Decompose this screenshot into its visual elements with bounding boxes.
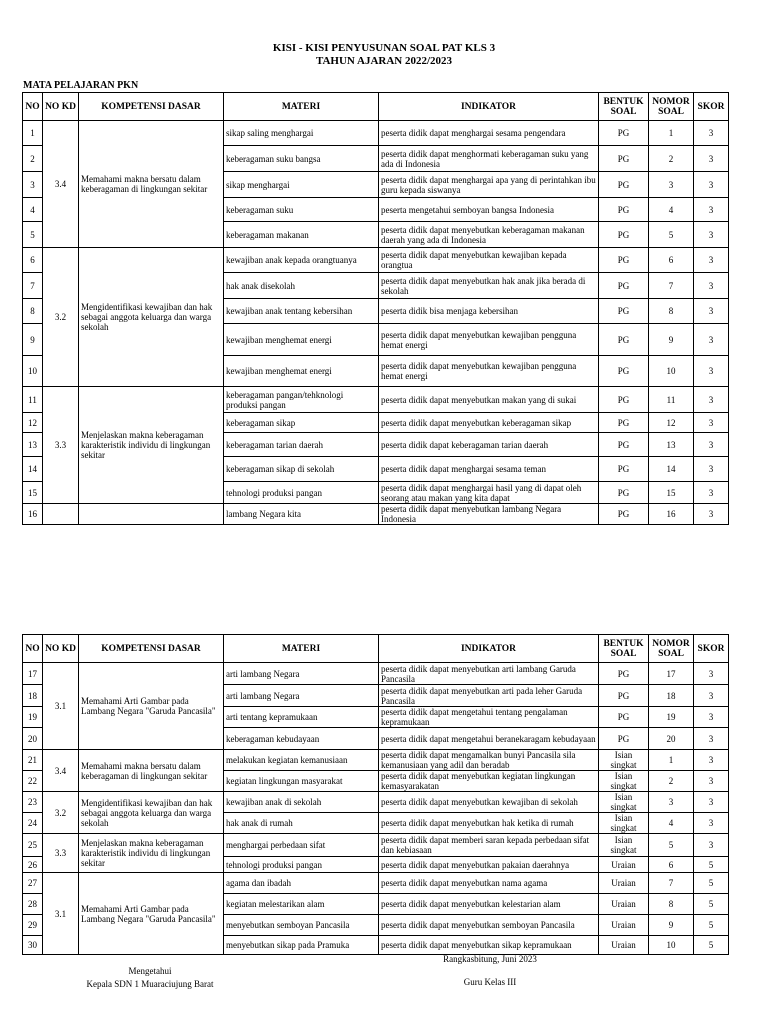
indikator-cell: peserta didik dapat keberagaman tarian daerah [379,433,599,457]
nomor-soal-cell: 15 [649,482,694,504]
materi-cell: arti tentang kepramukaan [224,707,379,728]
skor-cell: 3 [694,146,729,172]
materi-cell: keberagaman sikap di sekolah [224,457,379,482]
table-row [23,792,729,813]
skor-cell: 3 [694,121,729,146]
skor-cell: 5 [694,873,729,894]
indikator-cell: peserta didik dapat menyebutkan pakaian daerahnya [379,857,599,873]
kd-number: 3.1 [43,873,79,955]
kd-number: 3.4 [43,750,79,792]
indikator-cell: peserta didik dapat menyebutkan arti lambang Garuda Pancasila [379,663,599,685]
indikator-cell: peserta didik dapat menyebutkan arti pada leher Garuda Pancasila [379,685,599,707]
table-row [23,834,729,857]
bentuk-soal-cell: PG [599,299,649,324]
row-number: 9 [23,324,43,356]
col-skor-header: SKOR [694,635,729,663]
bentuk-soal-cell: PG [599,387,649,413]
nomor-soal-cell: 17 [649,663,694,685]
skor-cell: 3 [694,834,729,857]
nomor-soal-cell: 3 [649,172,694,198]
bentuk-soal-cell: PG [599,146,649,172]
row-number: 3 [23,172,43,198]
nomor-soal-cell: 2 [649,146,694,172]
indikator-cell: peserta didik dapat menghargai sesama teman [379,457,599,482]
table-row [23,387,729,413]
indikator-cell: peserta didik dapat menghargai hasil yang di dapat oleh seorang atau makan yang kita dapat [379,482,599,504]
indikator-cell: peserta didik dapat menyebutkan lambang Negara Indonesia [379,504,599,525]
materi-cell: keberagaman kebudayaan [224,728,379,750]
row-number: 8 [23,299,43,324]
kompetensi-dasar: Memahami Arti Gambar pada Lambang Negara "Garuda Pancasila" [79,873,224,955]
indikator-cell: peserta didik dapat menyebutkan semboyan Pancasila [379,915,599,936]
kd-number [43,504,79,525]
document-subtitle: TAHUN AJARAN 2022/2023 [315,55,453,67]
nomor-soal-cell: 8 [649,299,694,324]
materi-cell: hak anak di rumah [224,813,379,834]
bentuk-soal-cell: PG [599,707,649,728]
bentuk-soal-cell: PG [599,685,649,707]
materi-cell: arti lambang Negara [224,663,379,685]
indikator-cell: peserta didik dapat menghormati keberagaman suku yang ada di Indonesia [379,146,599,172]
bentuk-soal-cell: Uraian [599,936,649,955]
row-number: 13 [23,433,43,457]
document-title: KISI - KISI PENYUSUNAN SOAL PAT KLS 3 [272,42,496,54]
bentuk-soal-cell: Isian singkat [599,750,649,771]
row-number: 30 [23,936,43,955]
bentuk-soal-cell: Isian singkat [599,771,649,792]
bentuk-soal-cell: PG [599,222,649,248]
nomor-soal-cell: 19 [649,707,694,728]
skor-cell: 3 [694,457,729,482]
table-row [23,663,729,685]
row-number: 12 [23,413,43,433]
nomor-soal-cell: 14 [649,457,694,482]
nomor-soal-cell: 9 [649,915,694,936]
kompetensi-dasar: Mengidentifikasi kewajiban dan hak sebagai anggota keluarga dan warga sekolah [79,792,224,834]
indikator-cell: peserta didik bisa menjaga kebersihan [379,299,599,324]
row-number: 5 [23,222,43,248]
kd-number: 3.3 [43,834,79,873]
bentuk-soal-cell: PG [599,172,649,198]
col-bentuk-soal-header: BENTUK SOAL [599,93,649,121]
bentuk-soal-cell: PG [599,356,649,387]
indikator-cell: peserta didik dapat mengetahui tentang pengalaman kepramukaan [379,707,599,728]
skor-cell: 3 [694,413,729,433]
col-skor-header: SKOR [694,93,729,121]
row-number: 15 [23,482,43,504]
materi-cell: menyebutkan sikap pada Pramuka [224,936,379,955]
skor-cell: 3 [694,813,729,834]
row-number: 28 [23,894,43,915]
nomor-soal-cell: 7 [649,873,694,894]
skor-cell: 3 [694,172,729,198]
bentuk-soal-cell: Uraian [599,915,649,936]
skor-cell: 3 [694,222,729,248]
nomor-soal-cell: 1 [649,121,694,146]
row-number: 25 [23,834,43,857]
row-number: 17 [23,663,43,685]
nomor-soal-cell: 7 [649,273,694,299]
materi-cell: sikap menghargai [224,172,379,198]
row-number: 27 [23,873,43,894]
kd-number: 3.3 [43,387,79,504]
materi-cell: lambang Negara kita [224,504,379,525]
indikator-cell: peserta didik dapat menyebutkan nama agama [379,873,599,894]
skor-cell: 3 [694,248,729,273]
indikator-cell: peserta didik dapat menyebutkan sikap kepramukaan [379,936,599,955]
table-row [23,750,729,771]
kompetensi-dasar: Memahami Arti Gambar pada Lambang Negara "Garuda Pancasila" [79,663,224,750]
table-row [23,504,729,525]
materi-cell: menyebutkan semboyan Pancasila [224,915,379,936]
bentuk-soal-cell: PG [599,198,649,222]
indikator-cell: peserta didik dapat menyebutkan hak ketika di rumah [379,813,599,834]
skor-cell: 3 [694,707,729,728]
col-no-kd-header: NO KD [43,93,79,121]
nomor-soal-cell: 10 [649,936,694,955]
bentuk-soal-cell: Isian singkat [599,792,649,813]
materi-cell: keberagaman pangan/tehknologi produksi pangan [224,387,379,413]
row-number: 26 [23,857,43,873]
materi-cell: kewajiban anak tentang kebersihan [224,299,379,324]
materi-cell: keberagaman sikap [224,413,379,433]
row-number: 23 [23,792,43,813]
skor-cell: 3 [694,299,729,324]
materi-cell: arti lambang Negara [224,685,379,707]
kompetensi-dasar: Memahami makna bersatu dalam keberagaman di lingkungan sekitar [79,750,224,792]
row-number: 2 [23,146,43,172]
col-kompetensi-header: KOMPETENSI DASAR [79,635,224,663]
indikator-cell: peserta didik dapat menyebutkan kewajiban pengguna hemat energi [379,324,599,356]
materi-cell: hak anak disekolah [224,273,379,299]
row-number: 21 [23,750,43,771]
skor-cell: 3 [694,728,729,750]
row-number: 1 [23,121,43,146]
indikator-cell: peserta didik dapat menghargai sesama pengendara [379,121,599,146]
materi-cell: kewajiban anak kepada orangtuanya [224,248,379,273]
nomor-soal-cell: 20 [649,728,694,750]
bentuk-soal-cell: PG [599,482,649,504]
indikator-cell: peserta didik dapat menyebutkan keberagaman makanan daerah yang ada di Indonesia [379,222,599,248]
col-no-header: NO [23,93,43,121]
row-number: 14 [23,457,43,482]
row-number: 4 [23,198,43,222]
signature-right-line1: Rangkasbitung, Juni 2023 [443,954,537,964]
skor-cell: 3 [694,198,729,222]
skor-cell: 3 [694,273,729,299]
bentuk-soal-cell: PG [599,504,649,525]
skor-cell: 5 [694,894,729,915]
row-number: 7 [23,273,43,299]
bentuk-soal-cell: Uraian [599,857,649,873]
nomor-soal-cell: 5 [649,222,694,248]
kisi-table-2 [22,634,729,955]
col-nomor-soal-header: NOMOR SOAL [649,93,694,121]
skor-cell: 3 [694,482,729,504]
skor-cell: 3 [694,771,729,792]
nomor-soal-cell: 9 [649,324,694,356]
signature-right-line2: Guru Kelas III [463,977,517,987]
nomor-soal-cell: 16 [649,504,694,525]
bentuk-soal-cell: Isian singkat [599,834,649,857]
skor-cell: 3 [694,750,729,771]
row-number: 22 [23,771,43,792]
nomor-soal-cell: 18 [649,685,694,707]
bentuk-soal-cell: PG [599,728,649,750]
nomor-soal-cell: 5 [649,834,694,857]
materi-cell: keberagaman makanan [224,222,379,248]
skor-cell: 3 [694,663,729,685]
materi-cell: menghargai perbedaan sifat [224,834,379,857]
kd-number: 3.2 [43,792,79,834]
skor-cell: 3 [694,504,729,525]
skor-cell: 3 [694,387,729,413]
nomor-soal-cell: 12 [649,413,694,433]
kisi-table-1 [22,92,729,525]
materi-cell: agama dan ibadah [224,873,379,894]
signature-left-line1: Mengetahui [128,966,172,976]
bentuk-soal-cell: Isian singkat [599,813,649,834]
row-number: 18 [23,685,43,707]
row-number: 24 [23,813,43,834]
col-kompetensi-header: KOMPETENSI DASAR [79,93,224,121]
indikator-cell: peserta didik dapat menghargai apa yang di perintahkan ibu guru kepada siswanya [379,172,599,198]
indikator-cell: peserta mengetahui semboyan bangsa Indonesia [379,198,599,222]
indikator-cell: peserta didik dapat menyebutkan kelestarian alam [379,894,599,915]
indikator-cell: peserta didik dapat mengamalkan bunyi Pancasila sila kemanusiaan yang adil dan beradab [379,750,599,771]
table-row [23,248,729,273]
skor-cell: 3 [694,324,729,356]
row-number: 10 [23,356,43,387]
skor-cell: 3 [694,792,729,813]
nomor-soal-cell: 10 [649,356,694,387]
materi-cell: sikap saling menghargai [224,121,379,146]
bentuk-soal-cell: Uraian [599,894,649,915]
kompetensi-dasar: Menjelaskan makna keberagaman karakteristik individu di lingkungan sekitar [79,834,224,873]
col-materi-header: MATERI [224,93,379,121]
skor-cell: 3 [694,685,729,707]
bentuk-soal-cell: PG [599,273,649,299]
indikator-cell: peserta didik dapat mengetahui beranekaragam kebudayaan [379,728,599,750]
nomor-soal-cell: 6 [649,857,694,873]
subject-label: MATA PELAJARAN PKN [23,80,139,91]
indikator-cell: peserta didik dapat menyebutkan kewajiban di sekolah [379,792,599,813]
materi-cell: kegiatan lingkungan masyarakat [224,771,379,792]
indikator-cell: peserta didik dapat menyebutkan kewajiban pengguna hemat energi [379,356,599,387]
skor-cell: 5 [694,936,729,955]
bentuk-soal-cell: PG [599,121,649,146]
skor-cell: 3 [694,356,729,387]
signature-block-headmaster [60,966,240,989]
row-number: 16 [23,504,43,525]
bentuk-soal-cell: PG [599,248,649,273]
col-no-kd-header: NO KD [43,635,79,663]
indikator-cell: peserta didik dapat memberi saran kepada perbedaan sifat dan kebiasaan [379,834,599,857]
indikator-cell: peserta didik dapat menyebutkan makan yang di sukai [379,387,599,413]
nomor-soal-cell: 1 [649,750,694,771]
col-materi-header: MATERI [224,635,379,663]
skor-cell: 5 [694,857,729,873]
row-number: 11 [23,387,43,413]
nomor-soal-cell: 8 [649,894,694,915]
table-row [23,121,729,146]
nomor-soal-cell: 4 [649,813,694,834]
skor-cell: 5 [694,915,729,936]
nomor-soal-cell: 6 [649,248,694,273]
indikator-cell: peserta didik dapat menyebutkan kewajiban kepada orangtua [379,248,599,273]
row-number: 20 [23,728,43,750]
bentuk-soal-cell: PG [599,663,649,685]
indikator-cell: peserta didik dapat menyebutkan kegiatan lingkungan kemasyarakatan [379,771,599,792]
col-bentuk-soal-header: BENTUK SOAL [599,635,649,663]
nomor-soal-cell: 13 [649,433,694,457]
materi-cell: kegiatan melestarikan alam [224,894,379,915]
kd-number: 3.1 [43,663,79,750]
materi-cell: keberagaman suku [224,198,379,222]
kompetensi-dasar: Memahami makna bersatu dalam keberagaman di lingkungan sekitar [79,121,224,248]
bentuk-soal-cell: PG [599,324,649,356]
bentuk-soal-cell: PG [599,413,649,433]
indikator-cell: peserta didik dapat menyebutkan keberagaman sikap [379,413,599,433]
nomor-soal-cell: 2 [649,771,694,792]
bentuk-soal-cell: PG [599,457,649,482]
col-nomor-soal-header: NOMOR SOAL [649,635,694,663]
col-indikator-header: INDIKATOR [379,93,599,121]
row-number: 6 [23,248,43,273]
materi-cell: kewajiban menghemat energi [224,356,379,387]
materi-cell: tehnologi produksi pangan [224,857,379,873]
col-indikator-header: INDIKATOR [379,635,599,663]
materi-cell: kewajiban anak di sekolah [224,792,379,813]
kompetensi-dasar [79,504,224,525]
kd-number: 3.4 [43,121,79,248]
materi-cell: tehnologi produksi pangan [224,482,379,504]
signature-left-line2: Kepala SDN 1 Muaraciujung Barat [86,979,214,989]
materi-cell: kewajiban menghemat energi [224,324,379,356]
row-number: 29 [23,915,43,936]
signature-block-teacher [400,954,580,987]
bentuk-soal-cell: Uraian [599,873,649,894]
materi-cell: keberagaman tarian daerah [224,433,379,457]
skor-cell: 3 [694,433,729,457]
table-row [23,873,729,894]
nomor-soal-cell: 4 [649,198,694,222]
indikator-cell: peserta didik dapat menyebutkan hak anak jika berada di sekolah [379,273,599,299]
bentuk-soal-cell: PG [599,433,649,457]
kompetensi-dasar: Menjelaskan makna keberagaman karakteristik individu di lingkungan sekitar [79,387,224,504]
nomor-soal-cell: 11 [649,387,694,413]
kd-number: 3.2 [43,248,79,387]
nomor-soal-cell: 3 [649,792,694,813]
materi-cell: keberagaman suku bangsa [224,146,379,172]
materi-cell: melakukan kegiatan kemanusiaan [224,750,379,771]
kompetensi-dasar: Mengidentifikasi kewajiban dan hak sebagai anggota keluarga dan warga sekolah [79,248,224,387]
row-number: 19 [23,707,43,728]
col-no-header: NO [23,635,43,663]
